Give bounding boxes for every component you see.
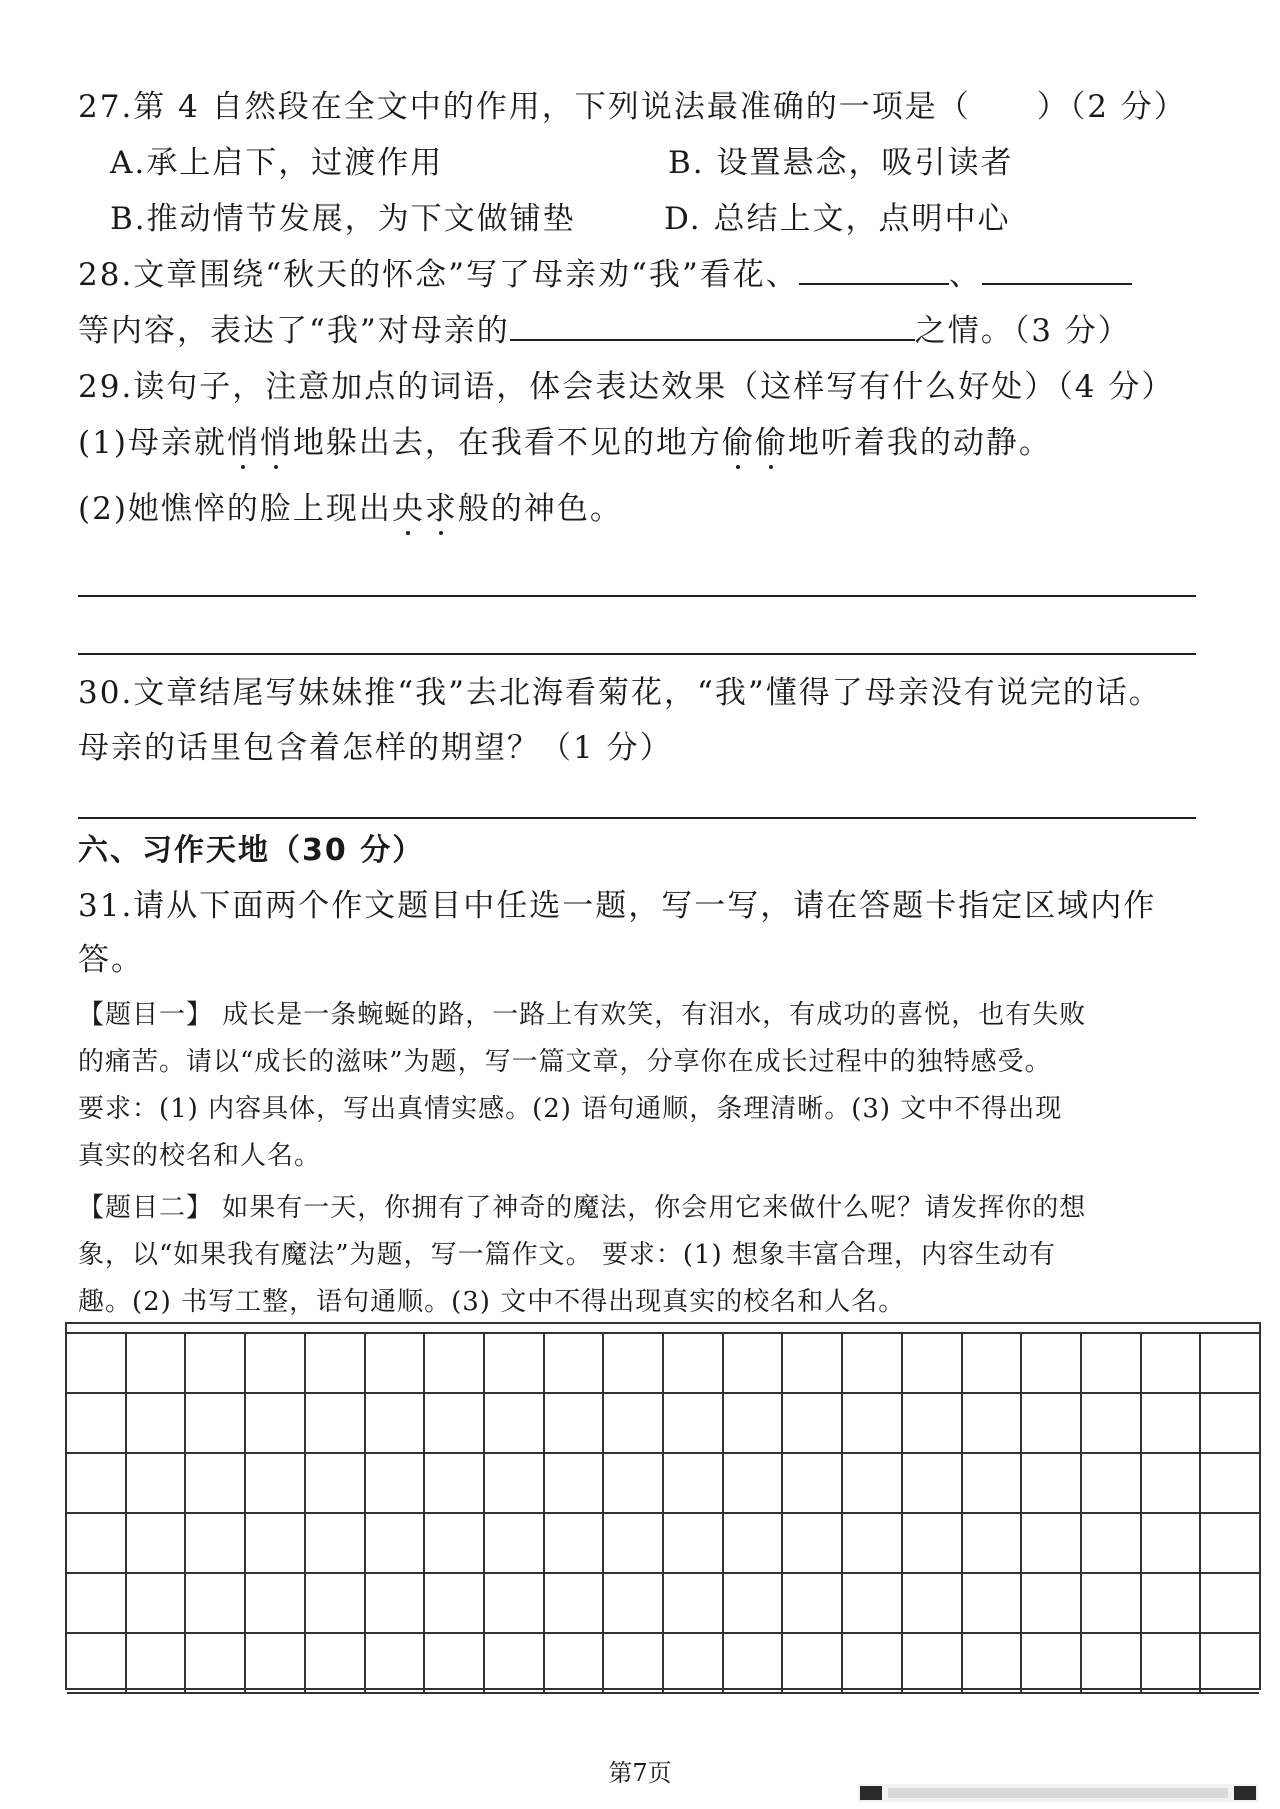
grid-cell[interactable] [1022, 1394, 1082, 1452]
grid-cell[interactable] [485, 1574, 545, 1632]
grid-cell[interactable] [1201, 1574, 1259, 1632]
grid-cell[interactable] [664, 1394, 724, 1452]
grid-cell[interactable] [67, 1574, 127, 1632]
grid-cell[interactable] [1022, 1574, 1082, 1632]
grid-cell[interactable] [1142, 1514, 1202, 1572]
grid-cell[interactable] [963, 1634, 1023, 1692]
grid-cell[interactable] [963, 1454, 1023, 1512]
q31-topic1-line3: 要求：(1) 内容具体，写出真情实感。(2) 语句通顺，条理清晰。(3) 文中不得出现 [78, 1094, 1063, 1124]
grid-cell[interactable] [366, 1454, 426, 1512]
grid-cell[interactable] [843, 1334, 903, 1392]
grid-cell[interactable] [724, 1514, 784, 1572]
grid-cell[interactable] [366, 1634, 426, 1692]
grid-cell[interactable] [903, 1634, 963, 1692]
q28-line1-text: 28.文章围绕“秋天的怀念”写了母亲劝“我”看花、 [78, 257, 799, 293]
grid-cell[interactable] [1022, 1634, 1082, 1692]
emphasis-dot-char: 央 [391, 491, 425, 527]
grid-cell[interactable] [963, 1574, 1023, 1632]
grid-cell[interactable] [963, 1514, 1023, 1572]
q31-topic1-line2: 的痛苦。请以“成长的滋味”为题，写一篇文章，分享你在成长过程中的独特感受。 [78, 1047, 1052, 1077]
grid-cell[interactable] [664, 1514, 724, 1572]
scroll-strip-decoration [858, 1782, 1258, 1804]
q30-answer-line[interactable] [78, 817, 1196, 819]
grid-cell[interactable] [724, 1334, 784, 1392]
q28-blank-2[interactable] [982, 255, 1132, 285]
grid-cell[interactable] [1142, 1574, 1202, 1632]
grid-cell[interactable] [246, 1334, 306, 1392]
q29-s1-dotted-word-2 [722, 425, 788, 461]
grid-cell[interactable] [1082, 1634, 1142, 1692]
grid-cell[interactable] [246, 1394, 306, 1452]
grid-cell[interactable] [903, 1394, 963, 1452]
q29-s1-part-a: (1)母亲就 [78, 425, 227, 461]
grid-cell[interactable] [246, 1634, 306, 1692]
grid-cell[interactable] [545, 1334, 605, 1392]
grid-row [67, 1452, 1259, 1514]
grid-row [67, 1392, 1259, 1454]
grid-cell[interactable] [604, 1334, 664, 1392]
grid-cell[interactable] [186, 1574, 246, 1632]
grid-cell[interactable] [485, 1514, 545, 1572]
grid-cell[interactable] [903, 1454, 963, 1512]
grid-cell[interactable] [67, 1514, 127, 1572]
q29-sentence-1 [78, 423, 1052, 463]
grid-cell[interactable] [127, 1514, 187, 1572]
q29-s2-dotted-word [392, 491, 458, 527]
grid-cell[interactable] [485, 1634, 545, 1692]
grid-cell[interactable] [545, 1394, 605, 1452]
q28-line2 [78, 311, 1131, 351]
grid-cell[interactable] [783, 1514, 843, 1572]
grid-cell[interactable] [843, 1454, 903, 1512]
grid-cell[interactable] [67, 1634, 127, 1692]
q28-blank-3[interactable] [510, 311, 915, 341]
grid-cell[interactable] [1201, 1634, 1259, 1692]
grid-cell[interactable] [664, 1634, 724, 1692]
grid-cell[interactable] [963, 1334, 1023, 1392]
q27-option-d: D. 总结上文，点明中心 [664, 201, 1011, 237]
q31-topic2-line1: 【题目二】 如果有一天，你拥有了神奇的魔法，你会用它来做什么呢？请发挥你的想 [78, 1193, 1087, 1223]
grid-cell[interactable] [127, 1634, 187, 1692]
grid-cell[interactable] [1201, 1454, 1259, 1512]
q28-sep: 、 [948, 257, 982, 293]
grid-cell[interactable] [485, 1334, 545, 1392]
q29-sentence-2 [78, 489, 623, 529]
grid-cell[interactable] [724, 1574, 784, 1632]
grid-cell[interactable] [843, 1394, 903, 1452]
q31-topic1-line1: 【题目一】 成长是一条蜿蜒的路，一路上有欢笑，有泪水，有成功的喜悦，也有失败 [78, 1000, 1087, 1030]
grid-cell[interactable] [545, 1574, 605, 1632]
q31-line1: 31.请从下面两个作文题目中任选一题，写一写，请在答题卡指定区域内作 [78, 888, 1157, 924]
grid-cell[interactable] [366, 1574, 426, 1632]
grid-cell[interactable] [545, 1634, 605, 1692]
grid-cell[interactable] [724, 1394, 784, 1452]
q29-s1-part-e: 地听着我的动静。 [787, 425, 1052, 461]
q29-answer-line-1[interactable] [78, 595, 1196, 597]
q31-line2: 答。 [78, 942, 144, 978]
grid-cell[interactable] [1022, 1514, 1082, 1572]
emphasis-dot-char: 求 [424, 491, 458, 527]
grid-cell[interactable] [1082, 1454, 1142, 1512]
grid-cell[interactable] [67, 1454, 127, 1512]
q29-answer-line-2[interactable] [78, 653, 1196, 655]
section-6-title: 六、习作天地（30 分） [78, 833, 425, 868]
q28-blank-1[interactable] [799, 255, 949, 285]
grid-cell[interactable] [783, 1574, 843, 1632]
grid-cell[interactable] [246, 1574, 306, 1632]
grid-cell[interactable] [67, 1334, 127, 1392]
q30-line2: 母亲的话里包含着怎样的期望？（1 分） [78, 730, 673, 766]
q31-topic2-line3: 趣。(2) 书写工整，语句通顺。(3) 文中不得出现真实的校名和人名。 [78, 1287, 906, 1317]
q29-stem: 29.读句子，注意加点的词语，体会表达效果（这样写有什么好处）（4 分） [78, 369, 1175, 405]
grid-cell[interactable] [664, 1574, 724, 1632]
q27-stem: 27.第 4 自然段在全文中的作用，下列说法最准确的一项是（ ）（2 分） [78, 89, 1187, 125]
grid-cell[interactable] [1142, 1394, 1202, 1452]
grid-cell[interactable] [1201, 1514, 1259, 1572]
q28-line2-text: 等内容，表达了“我”对母亲的 [78, 313, 510, 349]
q28-line1 [78, 255, 1132, 295]
grid-cell[interactable] [186, 1394, 246, 1452]
grid-cell[interactable] [843, 1634, 903, 1692]
grid-cell[interactable] [1082, 1394, 1142, 1452]
q29-s1-part-c: 地躲出去，在我看不见的地方 [292, 425, 722, 461]
grid-cell[interactable] [127, 1394, 187, 1452]
q28-line2-end: 之情。（3 分） [914, 313, 1131, 349]
grid-cell[interactable] [306, 1574, 366, 1632]
q31-topic2-line2: 象，以“如果我有魔法”为题，写一篇作文。 要求：(1) 想象丰富合理，内容生动有 [78, 1240, 1056, 1270]
grid-cell[interactable] [783, 1634, 843, 1692]
grid-cell[interactable] [306, 1634, 366, 1692]
grid-cell[interactable] [664, 1454, 724, 1512]
grid-cell[interactable] [1142, 1634, 1202, 1692]
grid-cell[interactable] [306, 1454, 366, 1512]
q30-line1: 30.文章结尾写妹妹推“我”去北海看菊花，“我”懂得了母亲没有说完的话。 [78, 675, 1162, 711]
grid-cell[interactable] [903, 1334, 963, 1392]
grid-cell[interactable] [186, 1334, 246, 1392]
grid-cell[interactable] [783, 1454, 843, 1512]
emphasis-dot-char: 悄 [226, 425, 260, 461]
grid-cell[interactable] [306, 1334, 366, 1392]
page-number: 第7页 [608, 1759, 672, 1787]
grid-cell[interactable] [485, 1454, 545, 1512]
grid-cell[interactable] [127, 1454, 187, 1512]
grid-row [67, 1632, 1259, 1694]
grid-cell[interactable] [843, 1514, 903, 1572]
grid-cell[interactable] [67, 1394, 127, 1452]
grid-cell[interactable] [127, 1574, 187, 1632]
grid-cell[interactable] [1082, 1334, 1142, 1392]
grid-cell[interactable] [186, 1634, 246, 1692]
grid-cell[interactable] [246, 1514, 306, 1572]
q29-s2-part-c: 般的神色。 [457, 491, 623, 527]
grid-cell[interactable] [1201, 1334, 1259, 1392]
grid-cell[interactable] [425, 1634, 485, 1692]
grid-cell[interactable] [604, 1394, 664, 1452]
grid-cell[interactable] [1022, 1334, 1082, 1392]
grid-cell[interactable] [246, 1454, 306, 1512]
grid-row [67, 1572, 1259, 1634]
grid-cell[interactable] [664, 1334, 724, 1392]
grid-cell[interactable] [843, 1574, 903, 1632]
grid-cell[interactable] [1142, 1334, 1202, 1392]
grid-cell[interactable] [366, 1334, 426, 1392]
grid-cell[interactable] [1142, 1454, 1202, 1512]
grid-cell[interactable] [963, 1394, 1023, 1452]
grid-cell[interactable] [545, 1514, 605, 1572]
grid-cell[interactable] [425, 1394, 485, 1452]
grid-row [67, 1512, 1259, 1574]
grid-cell[interactable] [1201, 1394, 1259, 1452]
q27-option-b: B. 设置悬念，吸引读者 [668, 145, 1014, 181]
grid-cell[interactable] [604, 1574, 664, 1632]
grid-cell[interactable] [127, 1334, 187, 1392]
grid-cell[interactable] [783, 1394, 843, 1452]
writing-grid[interactable] [65, 1322, 1261, 1690]
q27-option-a: A.承上启下，过渡作用 [110, 145, 444, 181]
grid-cell[interactable] [366, 1394, 426, 1452]
grid-cell[interactable] [604, 1454, 664, 1512]
grid-cell[interactable] [1082, 1574, 1142, 1632]
q31-topic1-line4: 真实的校名和人名。 [78, 1141, 322, 1171]
grid-cell[interactable] [604, 1514, 664, 1572]
grid-cell[interactable] [306, 1394, 366, 1452]
grid-cell[interactable] [306, 1514, 366, 1572]
grid-cell[interactable] [1022, 1454, 1082, 1512]
grid-cell[interactable] [425, 1574, 485, 1632]
grid-cell[interactable] [425, 1454, 485, 1512]
grid-cell[interactable] [724, 1454, 784, 1512]
grid-cell[interactable] [724, 1634, 784, 1692]
grid-cell[interactable] [783, 1334, 843, 1392]
grid-cell[interactable] [186, 1514, 246, 1572]
q27-option-c: B.推动情节发展，为下文做铺垫 [110, 201, 576, 237]
grid-cell[interactable] [903, 1574, 963, 1632]
grid-cell[interactable] [425, 1514, 485, 1572]
grid-cell[interactable] [366, 1514, 426, 1572]
emphasis-dot-char: 悄 [259, 425, 293, 461]
q29-s1-dotted-word-1 [227, 425, 293, 461]
grid-row [67, 1332, 1259, 1394]
emphasis-dot-char: 偷 [721, 425, 755, 461]
grid-cell[interactable] [545, 1454, 605, 1512]
grid-cell[interactable] [1082, 1514, 1142, 1572]
grid-cell[interactable] [485, 1394, 545, 1452]
grid-cell[interactable] [604, 1634, 664, 1692]
grid-cell[interactable] [903, 1514, 963, 1572]
grid-cell[interactable] [425, 1334, 485, 1392]
grid-cell[interactable] [186, 1454, 246, 1512]
emphasis-dot-char: 偷 [754, 425, 788, 461]
q29-s2-part-a: (2)她憔悴的脸上现出 [78, 491, 392, 527]
